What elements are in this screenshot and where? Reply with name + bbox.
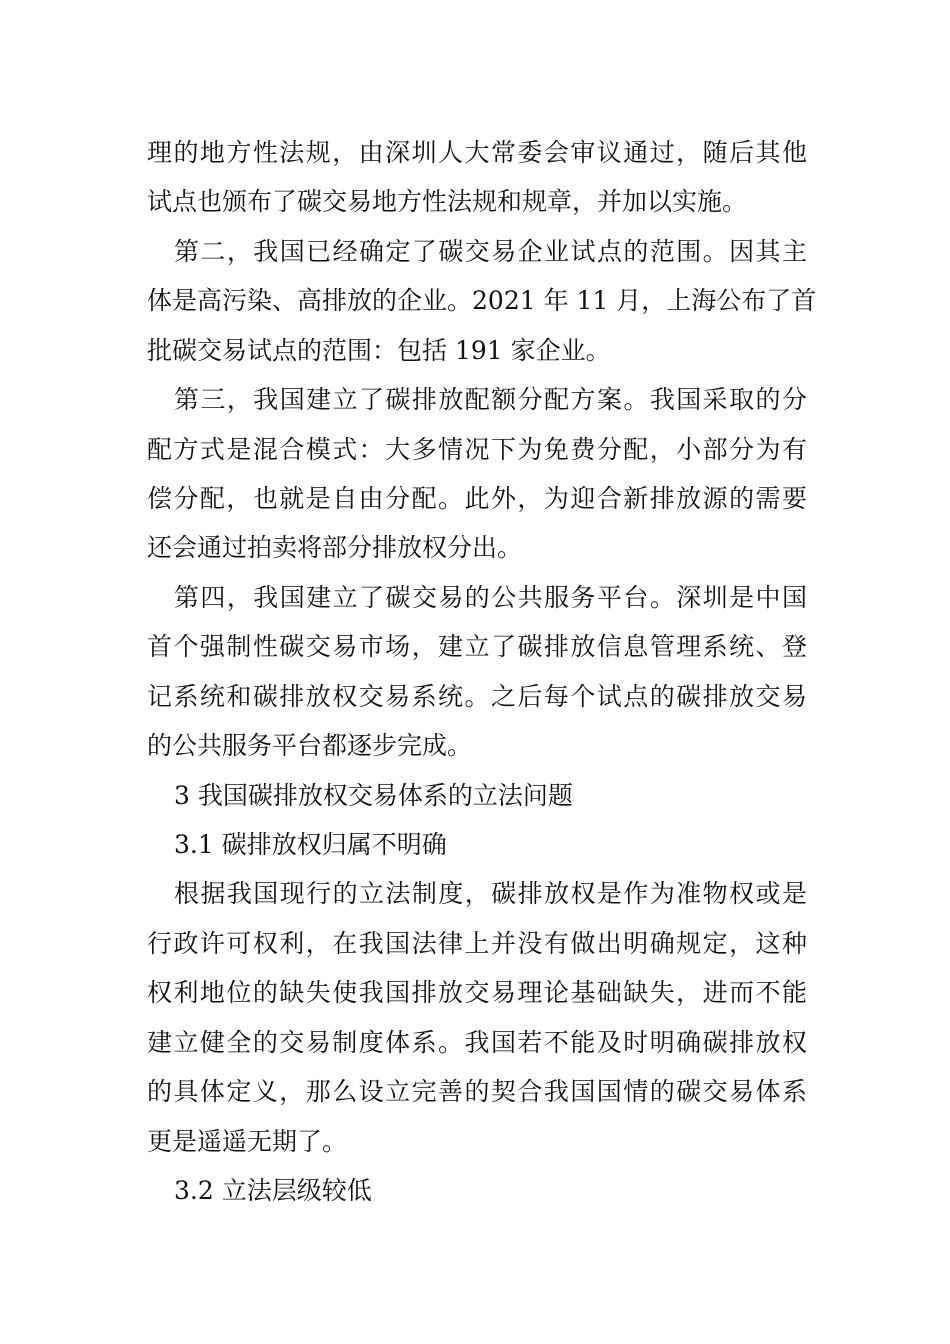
subsection-heading: 3.2 立法层级较低 <box>174 1176 372 1205</box>
paragraph-line: 第三，我国建立了碳排放配额分配方案。我国采取的分 <box>174 385 807 414</box>
paragraph-line: 配方式是混合模式：大多情况下为免费分配，小部分为有 <box>147 435 807 464</box>
paragraph-line: 根据我国现行的立法制度，碳排放权是作为准物权或是 <box>174 879 807 908</box>
paragraph-line: 第四，我国建立了碳交易的公共服务平台。深圳是中国 <box>174 583 807 612</box>
paragraph-line: 批碳交易试点的范围：包括 191 家企业。 <box>147 336 611 365</box>
paragraph-line: 权利地位的缺失使我国排放交易理论基础缺失，进而不能 <box>147 978 807 1007</box>
section-heading: 3 我国碳排放权交易体系的立法问题 <box>174 781 573 810</box>
paragraph-line: 更是遥遥无期了。 <box>147 1127 348 1156</box>
paragraph-line: 试点也颁布了碳交易地方性法规和规章，并加以实施。 <box>147 187 748 216</box>
paragraph-line: 的具体定义，那么设立完善的契合我国国情的碳交易体系 <box>147 1077 807 1106</box>
paragraph-line: 体是高污染、高排放的企业。2021 年 11 月，上海公布了首 <box>147 286 817 315</box>
paragraph-line: 记系统和碳排放权交易系统。之后每个试点的碳排放交易 <box>147 682 807 711</box>
paragraph-line: 理的地方性法规，由深圳人大常委会审议通过，随后其他 <box>147 138 807 167</box>
paragraph-line: 的公共服务平台都逐步完成。 <box>147 731 473 760</box>
paragraph-line: 首个强制性碳交易市场，建立了碳排放信息管理系统、登 <box>147 632 807 661</box>
paragraph-line: 建立健全的交易制度体系。我国若不能及时明确碳排放权 <box>147 1028 807 1057</box>
paragraph-line: 第二，我国已经确定了碳交易企业试点的范围。因其主 <box>174 237 807 266</box>
subsection-heading: 3.1 碳排放权归属不明确 <box>174 830 447 859</box>
paragraph-line: 偿分配，也就是自由分配。此外，为迎合新排放源的需要 <box>147 484 807 513</box>
paragraph-line: 还会通过拍卖将部分排放权分出。 <box>147 533 523 562</box>
paragraph-line: 行政许可权利，在我国法律上并没有做出明确规定，这种 <box>147 929 807 958</box>
